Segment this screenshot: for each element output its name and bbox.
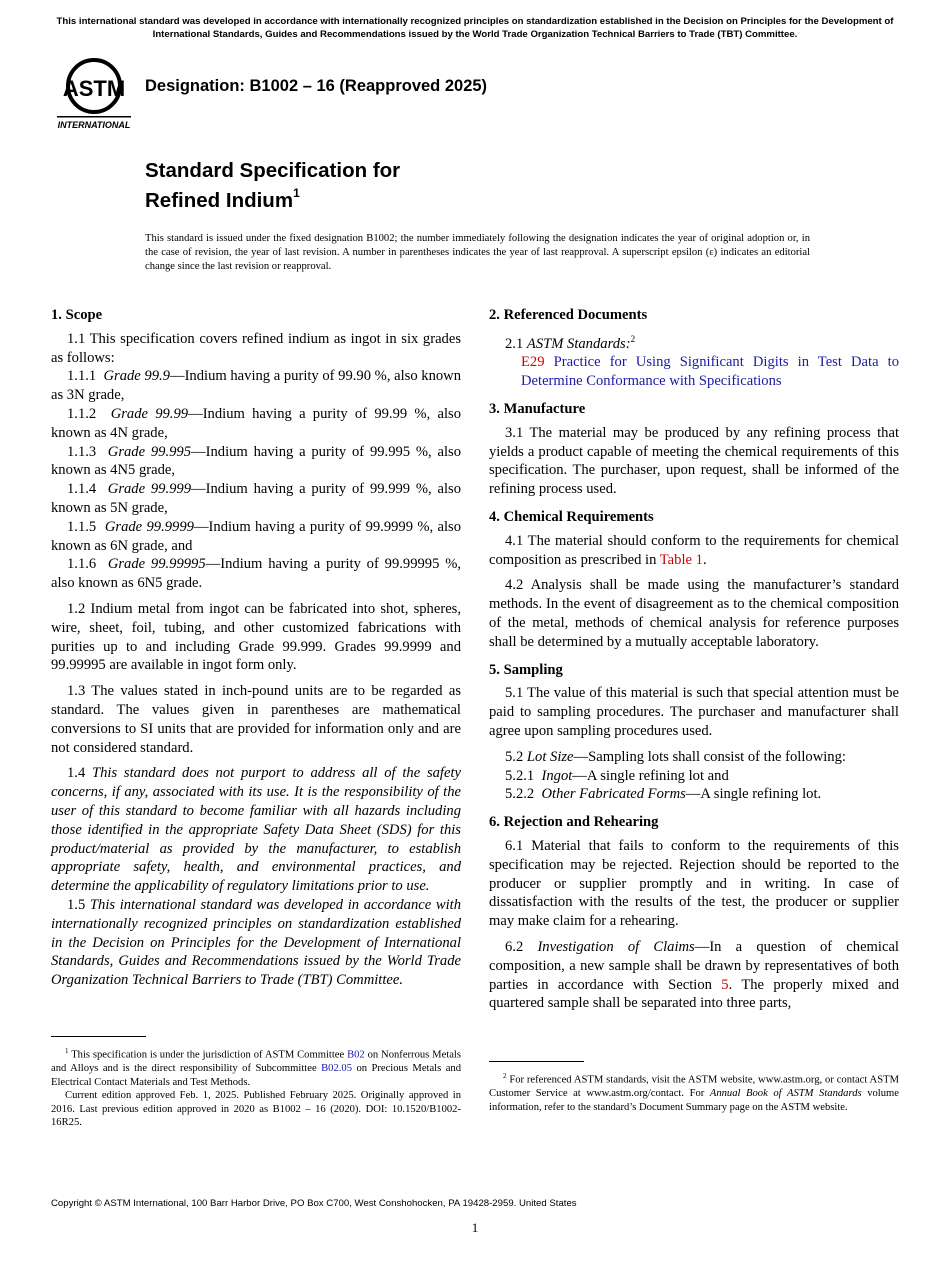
page-number: 1	[471, 1220, 479, 1235]
issued-note: This standard is issued under the fixed designation B1002; the number immediately following the designation indicates the year of original adoption or, in the case of revision, the year of last revision. A number in parentheses indicates the year of last reapproval. A superscript epsilon (ε) indicates an editorial change since the last revision or reapproval.	[145, 233, 810, 272]
footnote-2-text: $^2$ For referenced ASTM standards, visit the ASTM website, www.astm.org, or contact ASTM Customer Service at www.astm.org/contact. For Annual Book of ASTM Standards volume information, refer to the standard’s Document Summary page on the ASTM website.	[489, 1072, 899, 1113]
copyright-notice: Copyright © ASTM International, 100 Barr Harbor Drive, PO Box C700, West Conshohocken, PA 19428-2959. United States	[51, 1198, 577, 1209]
manufacture-heading: 3. Manufacture	[489, 401, 586, 418]
para-1-4: 1.4 This standard does not purport to address all of the safety concerns, if any, associated with its use. It is the responsibility of the user of this standard to become familiar with all hazards including those identified in the appropriate Safety Data Sheet (SDS) for this product/material as provided by the manufacturer, to establish appropriate safety, health, and environmental practices, and determine the applicability of regulatory limitations prior to use.	[51, 765, 461, 895]
b02-link[interactable]: B02	[347, 1049, 365, 1061]
footnote-rule	[51, 1036, 146, 1037]
section-chemical-requirements	[489, 508, 899, 652]
table-1-link[interactable]: Table 1	[659, 551, 703, 568]
para-4-2: 4.2 Analysis shall be made using the manufacturer’s standard methods. In the event of disagreement as to the chemical composition of the metal, methods of chemical analysis for reference purposes shall be determined by a mutually acceptable laboratory.	[489, 577, 899, 650]
svg-text:INTERNATIONAL: INTERNATIONAL	[57, 120, 131, 130]
para-6-2: 6.2 Investigation of Claims—In a question of chemical composition, a new sample shall be drawn by representatives of both parties in accordance with Section 5. The properly mixed and quartered sample shall be separated into three parts,	[489, 938, 900, 1012]
footnote-1	[51, 1036, 461, 1130]
grade-item-2: 1.1.2 Grade 99.99—Indium having a purity of 99.99 %, also known as 4N grade,	[51, 405, 462, 441]
section-manufacture	[489, 400, 899, 499]
referenced-heading: 2. Referenced Documents	[489, 307, 648, 323]
designation: Designation: B1002 – 16 (Reapproved 2025)	[145, 77, 488, 95]
grade-item-6: 1.1.6 Grade 99.99995—Indium having a purity of 99.99995 %, also known as 6N5 grade.	[51, 556, 461, 592]
para-1-2: 1.2 Indium metal from ingot can be fabricated into shot, spheres, wire, sheet, foil, tubing, and other customized fabrications with purities up to and including Grade 99.999. Grades 99.9999 and 99.99995 are available in ingot form only.	[51, 600, 461, 674]
rejection-heading: 6. Rejection and Rehearing	[489, 814, 659, 831]
section-rejection	[489, 813, 899, 1013]
scope-heading: 1. Scope	[51, 307, 103, 323]
section-sampling	[489, 661, 899, 805]
chemical-heading: 4. Chemical Requirements	[489, 509, 654, 526]
top-notice: This international standard was developed in accordance with internationally recognized principles on standardization established in the Decision on Principles for the Development of International Standards, Guides and Recommendations issued by the World Trade Organization Technical Barriers to Trade (TBT) Committee.	[56, 16, 894, 40]
svg-text:ASTM: ASTM	[62, 76, 126, 101]
right-column	[489, 306, 899, 1020]
left-column	[51, 306, 461, 997]
footnote-1-text: $^1$ This specification is under the jurisdiction of ASTM Committee B02 on Nonferrous Metals and Alloys and is the direct responsibility of Subcommittee B02.05 on Precious Metals and Electrical Contact Materials and Test Methods.	[51, 1047, 461, 1088]
title-line-2: Refined Indium$^1$	[145, 186, 300, 212]
b02-05-link[interactable]: B02.05	[321, 1063, 352, 1075]
reference-e29	[489, 353, 899, 391]
e29-title-link[interactable]: Practice for Using Significant Digits in Test Data to Determine Conformance with Specifications	[521, 354, 899, 390]
para-1-1: 1.1 This specification covers refined indium as ingot in six grades as follows:	[51, 330, 461, 366]
para-4-1: 4.1 The material should conform to the requirements for chemical composition as prescribed in Table 1.	[489, 532, 899, 568]
footnote-rule	[489, 1061, 584, 1062]
grade-item-3: 1.1.3 Grade 99.995—Indium having a purity of 99.995 %, also known as 4N5 grade,	[51, 443, 462, 479]
section-5-link[interactable]: 5	[721, 976, 729, 993]
sampling-heading: 5. Sampling	[489, 661, 563, 678]
section-scope	[51, 306, 461, 990]
astm-logo-icon	[53, 56, 135, 132]
grade-item-4: 1.1.4 Grade 99.999—Indium having a purity of 99.999 %, also known as 5N grade,	[51, 481, 462, 516]
footnote-1-edition: Current edition approved Feb. 1, 2025. Published February 2025. Originally approved in 2016. Last previous edition approved in 2020 as B1002 – 16 (2020). DOI: 10.1520/B1002-16R25.	[51, 1090, 461, 1129]
para-5-2: 5.2 Lot Size—Sampling lots shall consist of the following:	[505, 748, 846, 765]
para-6-1: 6.1 Material that fails to conform to the requirements of this specification may be rejected. Rejection should be reported to the producer or supplier promptly and in writing. In case of dissatisfaction with the results of the test, the producer or supplier may make claim for a rehearing.	[489, 837, 899, 930]
grade-item-5: 1.1.5 Grade 99.9999—Indium having a purity of 99.9999 %, also known as 6N grade, and	[51, 518, 462, 554]
para-5-2-2: 5.2.2 Other Fabricated Forms—A single refining lot.	[505, 786, 822, 803]
e29-link[interactable]: E29	[521, 354, 545, 371]
title-footnote-mark: 1	[293, 186, 300, 200]
section-referenced-documents	[489, 306, 899, 391]
title-line-1: Standard Specification for	[145, 159, 401, 182]
para-1-5: 1.5 This international standard was developed in accordance with internationally recognized principles on standardization established in the Decision on Principles for the Development of International Standards, Guides and Recommendations issued by the World Trade Organization Technical Barriers to Trade (TBT) Committee.	[51, 896, 462, 989]
para-3-1: 3.1 The material may be produced by any refining process that yields a product capable of meeting the chemical requirements of this specification. The purchaser, upon request, shall be informed of the refining process used.	[489, 424, 899, 498]
para-2-1: 2.1 ASTM Standards:$^2$	[505, 333, 636, 352]
document-title	[145, 158, 400, 213]
para-1-3: 1.3 The values stated in inch-pound units are to be regarded as standard. The values given in parentheses are mathematical conversions to SI units that are provided for information only and are not considered standard.	[51, 683, 461, 756]
para-5-2-1: 5.2.1 Ingot—A single refining lot and	[505, 767, 729, 784]
footnote-2	[489, 1061, 899, 1114]
grade-item-1: 1.1.1 Grade 99.9—Indium having a purity of 99.90 %, also known as 3N grade,	[51, 368, 461, 404]
astm-logo	[53, 56, 135, 132]
para-5-1: 5.1 The value of this material is such that special attention must be paid to sampling procedures. The purchaser and manufacturer shall agree upon sampling procedures used.	[489, 685, 899, 739]
